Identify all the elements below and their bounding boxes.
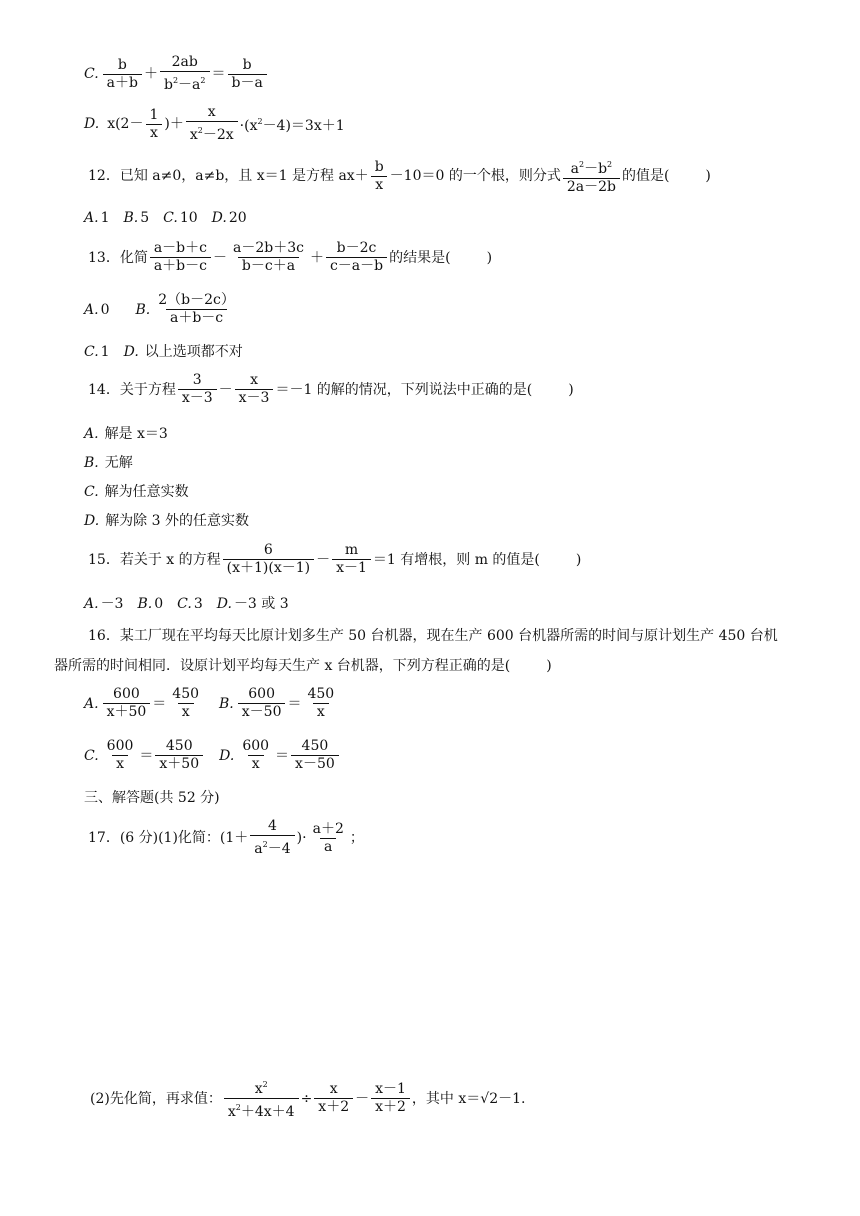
sqrt-expression: √2 <box>480 1090 499 1107</box>
fraction: $\frac{a+2}{a}$ <box>312 820 344 855</box>
fraction: $\frac{a-2b+3c}{b-c+a}$ <box>232 240 304 274</box>
fraction: $\frac{450}{x}$ <box>307 686 335 720</box>
fraction: $\frac{1}{x}$ <box>145 107 162 142</box>
fraction: $\frac{600}{x+50}$ <box>103 686 151 721</box>
fraction: $\frac{x}{x^2-2x}$ <box>186 104 238 144</box>
question-17-part1: 17．(6 分)(1)化简：(1＋ $\frac{4}{a^2-4}$ )· $\frac{a+2}{a}$ ； <box>88 818 364 857</box>
option-label: C. <box>84 66 99 82</box>
question-16-line2: 器所需的时间相同．设原计划平均每天生产 x 台机器，下列方程正确的是( ) <box>54 658 552 674</box>
fraction: $\frac{450}{x+50}$ <box>155 738 203 773</box>
q14-option-b: B. 无解 <box>84 455 133 471</box>
fraction: $\frac{3}{x-3}$ <box>178 372 217 407</box>
fraction: $\frac{a-b+c}{a+b-c}$ <box>150 240 211 275</box>
question-15: 15．若关于 x 的方程 $\frac{6}{(x+1)(x-1)}$ － $\frac{m}{x-1}$ ＝1 有增根，则 m 的值是( ) <box>88 542 582 576</box>
q14-option-d: D. 解为除 3 外的任意实数 <box>84 513 249 529</box>
q11-option-c: C. $\frac{b}{a+b}$ ＋ $\frac{2ab}{b^2-a^2}$ ＝ $\frac{b}{b-a}$ <box>84 54 269 94</box>
fraction: $\frac{600}{x-50}$ <box>238 686 286 721</box>
option-label: D. <box>84 116 100 132</box>
question-17-part2: (2)先化简，再求值： $\frac{x^2}{x^2+4x+4}$ ÷ $\frac{x}{x+2}$ － $\frac{x-1}{x+2}$ ，其中 x＝ √2 －1. <box>90 1076 525 1121</box>
fraction: $\frac{600}{x}$ <box>242 738 270 772</box>
fraction: $\frac{a^2-b^2}{2a-2b}$ <box>563 156 620 196</box>
q13-options-cd: C. 1 D. 以上选项都不对 <box>84 344 243 360</box>
fraction: $\frac{b}{a+b}$ <box>103 57 142 92</box>
q14-option-a: A. 解是 x＝3 <box>84 426 168 442</box>
q12-options: A. 1 B. 5 C. 10 D. 20 <box>84 210 247 226</box>
question-13: 13．化简 $\frac{a-b+c}{a+b-c}$ － $\frac{a-2b+3c}{b-c+a}$ ＋ $\frac{b-2c}{c-a-b}$ 的结果是( ) <box>88 240 493 274</box>
fraction: $\frac{m}{x-1}$ <box>332 542 371 577</box>
fraction: $\frac{4}{a^2-4}$ <box>250 818 294 858</box>
fraction: $\frac{x}{x-3}$ <box>235 372 274 407</box>
fraction: $\frac{x}{x+2}$ <box>314 1081 353 1116</box>
question-16-line1: 16．某工厂现在平均每天比原计划多生产 50 台机器，现在生产 600 台机器所需的时间与原计划生产 450 台机 <box>88 628 778 644</box>
question-12: 12．已知 a≠0，a≠b，且 x＝1 是方程 ax＋ $\frac{b}{x}$ －10＝0 的一个根，则分式 $\frac{a^2-b^2}{2a-2b}$ 的值是( ) <box>88 156 711 196</box>
fraction: $\frac{6}{(x+1)(x-1)}$ <box>223 542 314 577</box>
fraction: $\frac{b-2c}{c-a-b}$ <box>326 240 387 275</box>
fraction: $\frac{b}{b-a}$ <box>228 57 267 92</box>
q16-options-ab: A. $\frac{600}{x+50}$ ＝ $\frac{450}{x}$ B. $\frac{600}{x-50}$ ＝ $\frac{450}{x}$ <box>84 686 340 721</box>
fraction: $\frac{b}{x}$ <box>371 159 388 194</box>
q14-option-c: C. 解为任意实数 <box>84 484 189 500</box>
fraction: $\frac{x^2}{x^2+4x+4}$ <box>224 1076 299 1121</box>
fraction: $\frac{2ab}{b^2-a^2}$ <box>160 54 210 94</box>
fraction: $\frac{450}{x}$ <box>172 686 200 720</box>
question-14: 14．关于方程 $\frac{3}{x-3}$ － $\frac{x}{x-3}$ ＝－1 的解的情况，下列说法中正确的是( ) <box>88 372 574 406</box>
fraction: $\frac{x-1}{x+2}$ <box>371 1081 410 1116</box>
q13-options-ab: A. 0 B. $\frac{2(b-2c)}{a+b-c}$ <box>84 292 241 327</box>
fraction: $\frac{600}{x}$ <box>106 738 134 772</box>
fraction: $\frac{450}{x-50}$ <box>291 738 339 773</box>
fraction: $\frac{2(b-2c)}{a+b-c}$ <box>158 292 235 326</box>
q11-option-d: D. x(2－ $\frac{1}{x}$ )＋ $\frac{x}{x^2-2x}$ $\cdot(x^2-4)=3x+1$ <box>84 104 345 143</box>
q15-options: A. －3 B. 0 C. 3 D. －3 或 3 <box>84 596 289 612</box>
q16-options-cd: C. $\frac{600}{x}$ ＝ $\frac{450}{x+50}$ D. $\frac{600}{x}$ ＝ $\frac{450}{x-50}$ <box>84 738 341 773</box>
section-heading: 三、解答题(共 52 分) <box>84 790 220 806</box>
